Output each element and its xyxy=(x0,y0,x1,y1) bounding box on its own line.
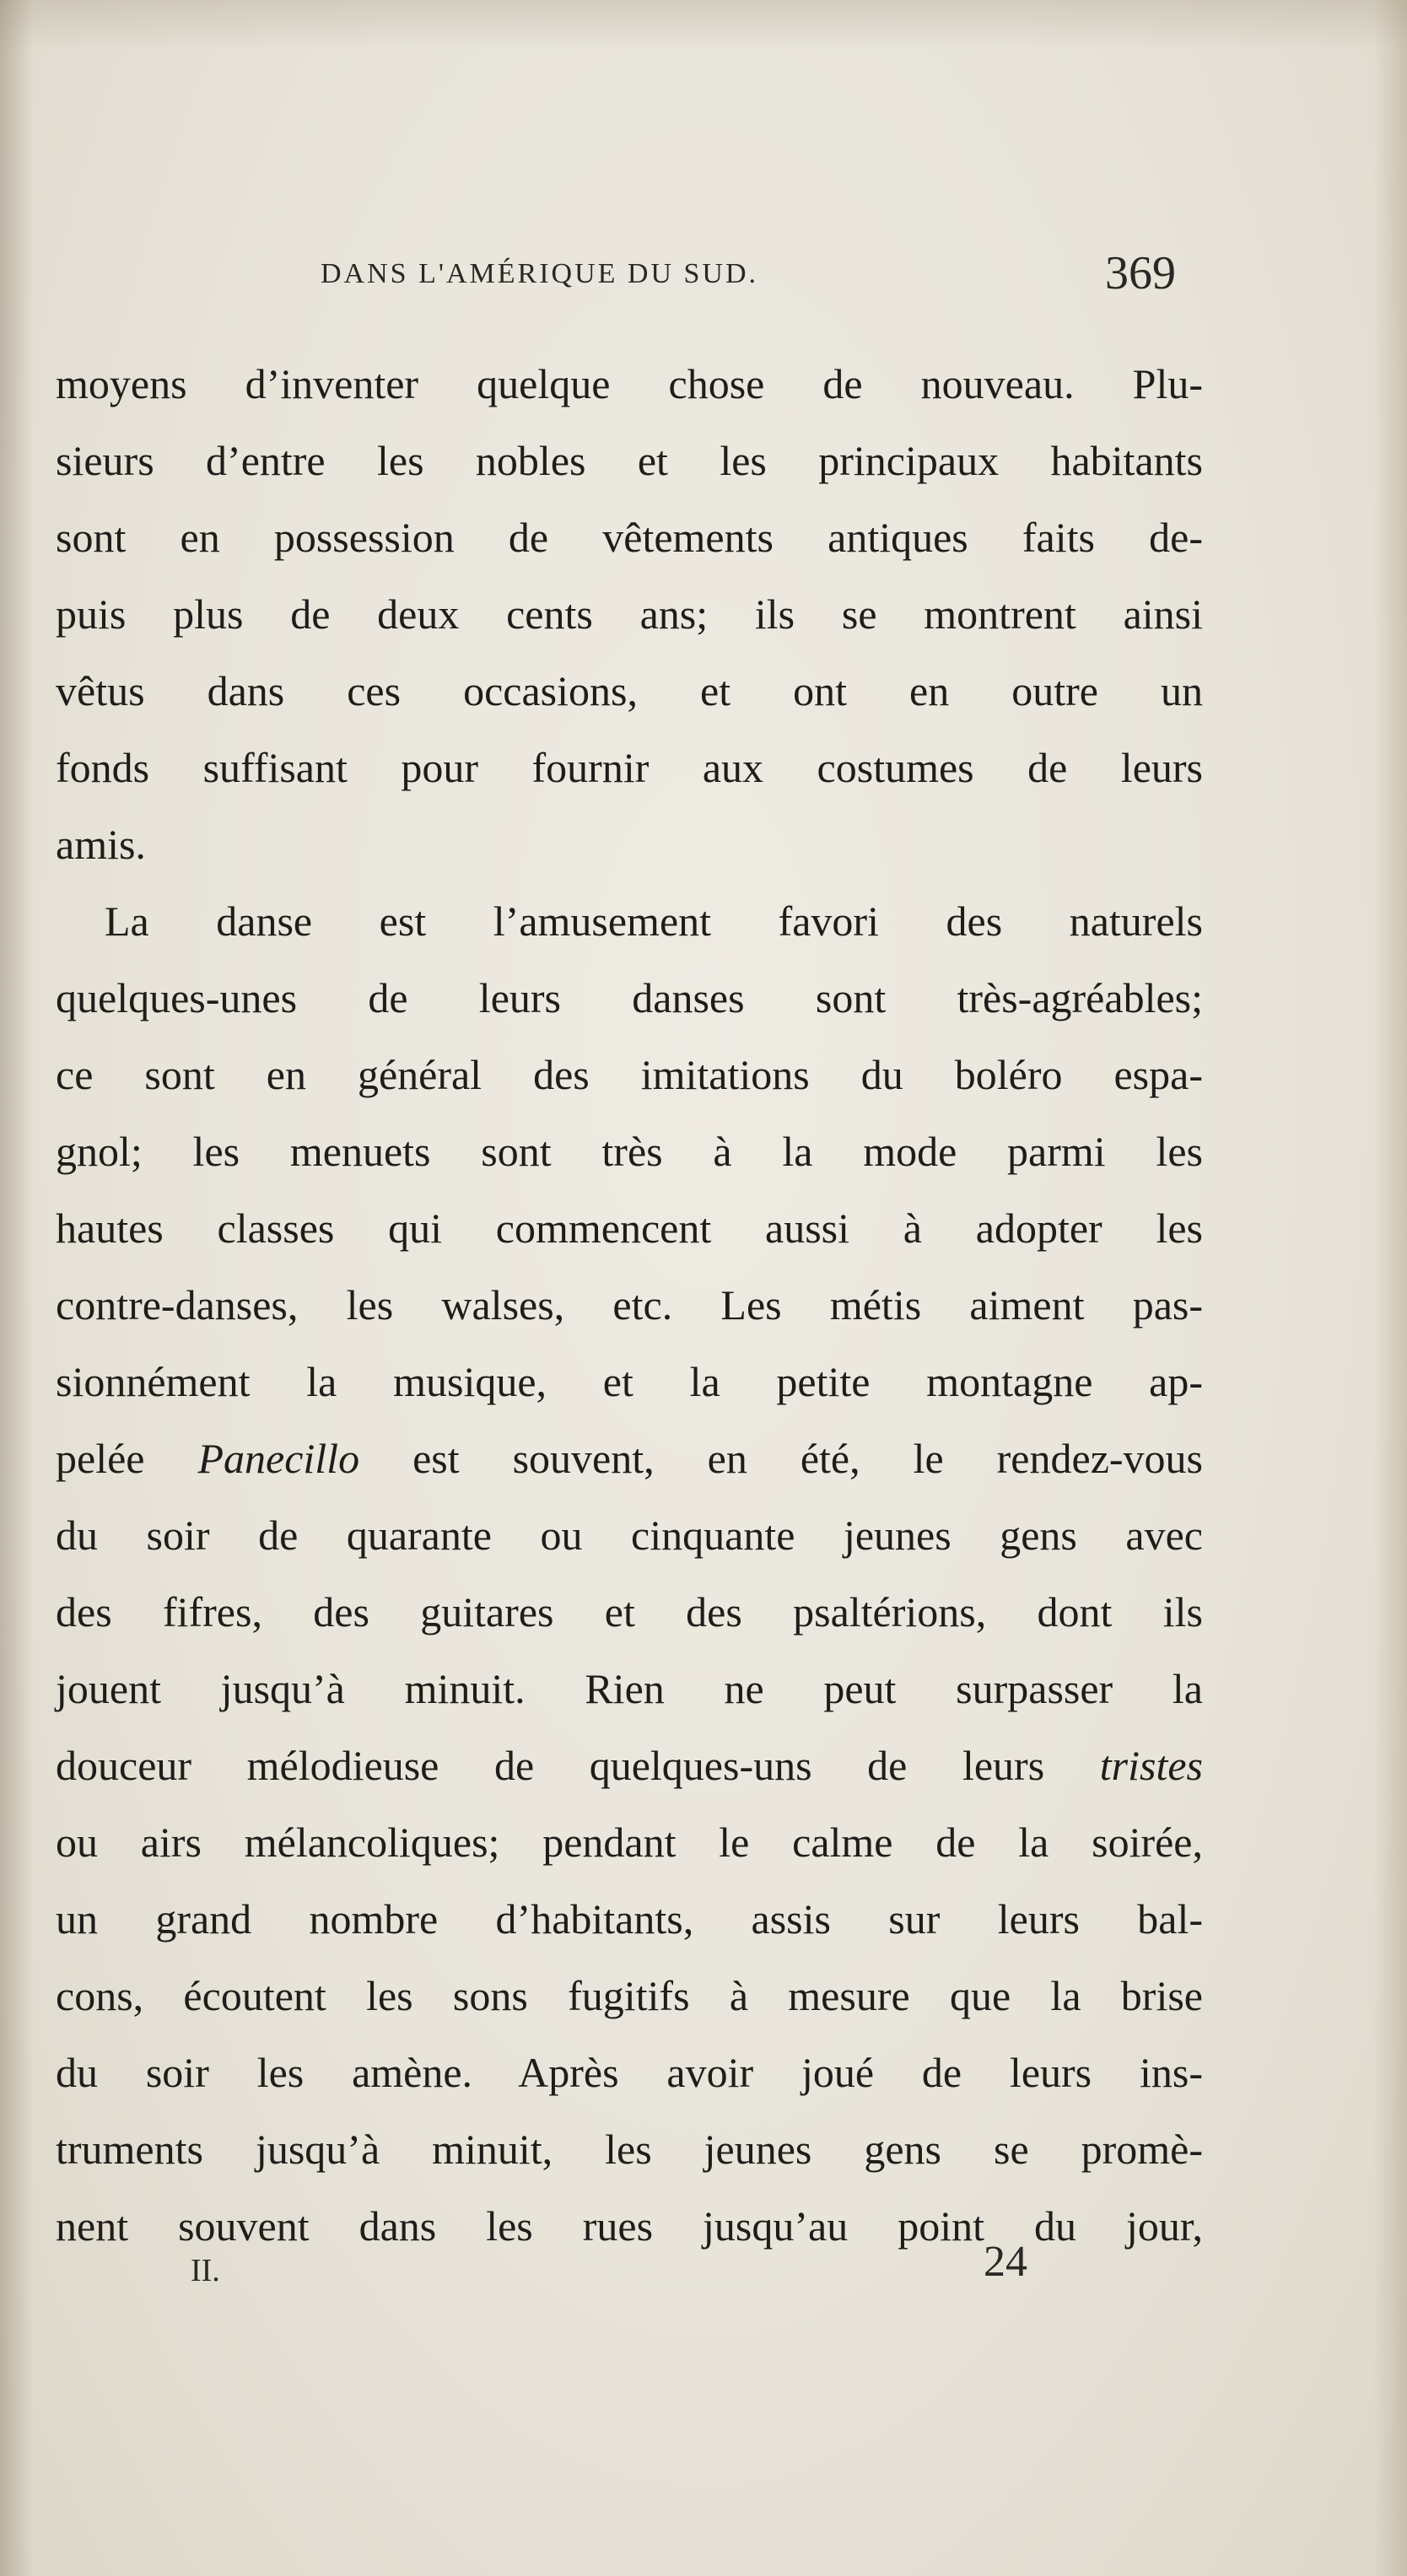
text-line: amis. xyxy=(56,821,146,868)
text-line: jouent jusqu’à minuit. Rien ne peut surpasser la xyxy=(56,1665,1203,1712)
page-left-shading xyxy=(0,0,34,2576)
italic-word: tristes xyxy=(1099,1742,1203,1789)
text-line: un grand nombre d’habitants, assis sur leurs bal- xyxy=(56,1895,1203,1943)
text-line: sieurs d’entre les nobles et les principaux habitants xyxy=(56,437,1203,484)
text-line: puis plus de deux cents ans; ils se montrent ainsi xyxy=(56,590,1203,638)
text-line: hautes classes qui commencent aussi à adopter les xyxy=(56,1204,1203,1252)
text-line: fonds suffisant pour fournir aux costumes de leurs xyxy=(56,744,1203,791)
text-line: des fifres, des guitares et des psaltérions, dont ils xyxy=(56,1588,1203,1636)
running-head: DANS L'AMÉRIQUE DU SUD. xyxy=(321,258,759,289)
text-line xyxy=(56,1727,1203,1804)
text-line: sionnément la musique, et la petite montagne ap- xyxy=(56,1358,1203,1405)
folio-number: 24 xyxy=(984,2238,1027,2286)
text-line: moyens d’inventer quelque chose de nouveau. Plu- xyxy=(56,360,1203,407)
page-right-shading xyxy=(1373,0,1407,2576)
text-line xyxy=(56,1420,1203,1497)
text-line: ce sont en général des imitations du boléro espa- xyxy=(56,1051,1203,1098)
text-line: sont en possession de vêtements antiques faits de- xyxy=(56,514,1203,561)
text-line: truments jusqu’à minuit, les jeunes gens se promè- xyxy=(56,2126,1203,2173)
text-segment: pelée xyxy=(56,1435,198,1482)
signature-mark: II. xyxy=(191,2253,220,2288)
italic-place-name: Panecillo xyxy=(197,1435,360,1482)
text-line: quelques-unes de leurs danses sont très-agréables; xyxy=(56,974,1203,1021)
page-number: 369 xyxy=(1105,247,1176,299)
paragraph-start-line: La danse est l’amusement favori des naturels xyxy=(105,897,1203,945)
text-segment: est souvent, en été, le rendez-vous xyxy=(359,1435,1203,1482)
text-line: ou airs mélancoliques; pendant le calme de la soirée, xyxy=(56,1819,1203,1866)
text-line: nent souvent dans les rues jusqu’au point du jour, xyxy=(56,2202,1203,2250)
text-segment: douceur mélodieuse de quelques-uns de leurs xyxy=(56,1742,1100,1789)
page-top-shading xyxy=(0,0,1407,51)
text-line: du soir de quarante ou cinquante jeunes gens avec xyxy=(56,1512,1203,1559)
text-line: du soir les amène. Après avoir joué de leurs ins- xyxy=(56,2049,1203,2096)
text-line: contre-danses, les walses, etc. Les métis aiment pas- xyxy=(56,1281,1203,1328)
body-text xyxy=(56,346,1203,2265)
text-line: cons, écoutent les sons fugitifs à mesure que la brise xyxy=(56,1972,1203,2019)
text-line: vêtus dans ces occasions, et ont en outre un xyxy=(56,667,1203,714)
text-line: gnol; les menuets sont très à la mode parmi les xyxy=(56,1128,1203,1175)
